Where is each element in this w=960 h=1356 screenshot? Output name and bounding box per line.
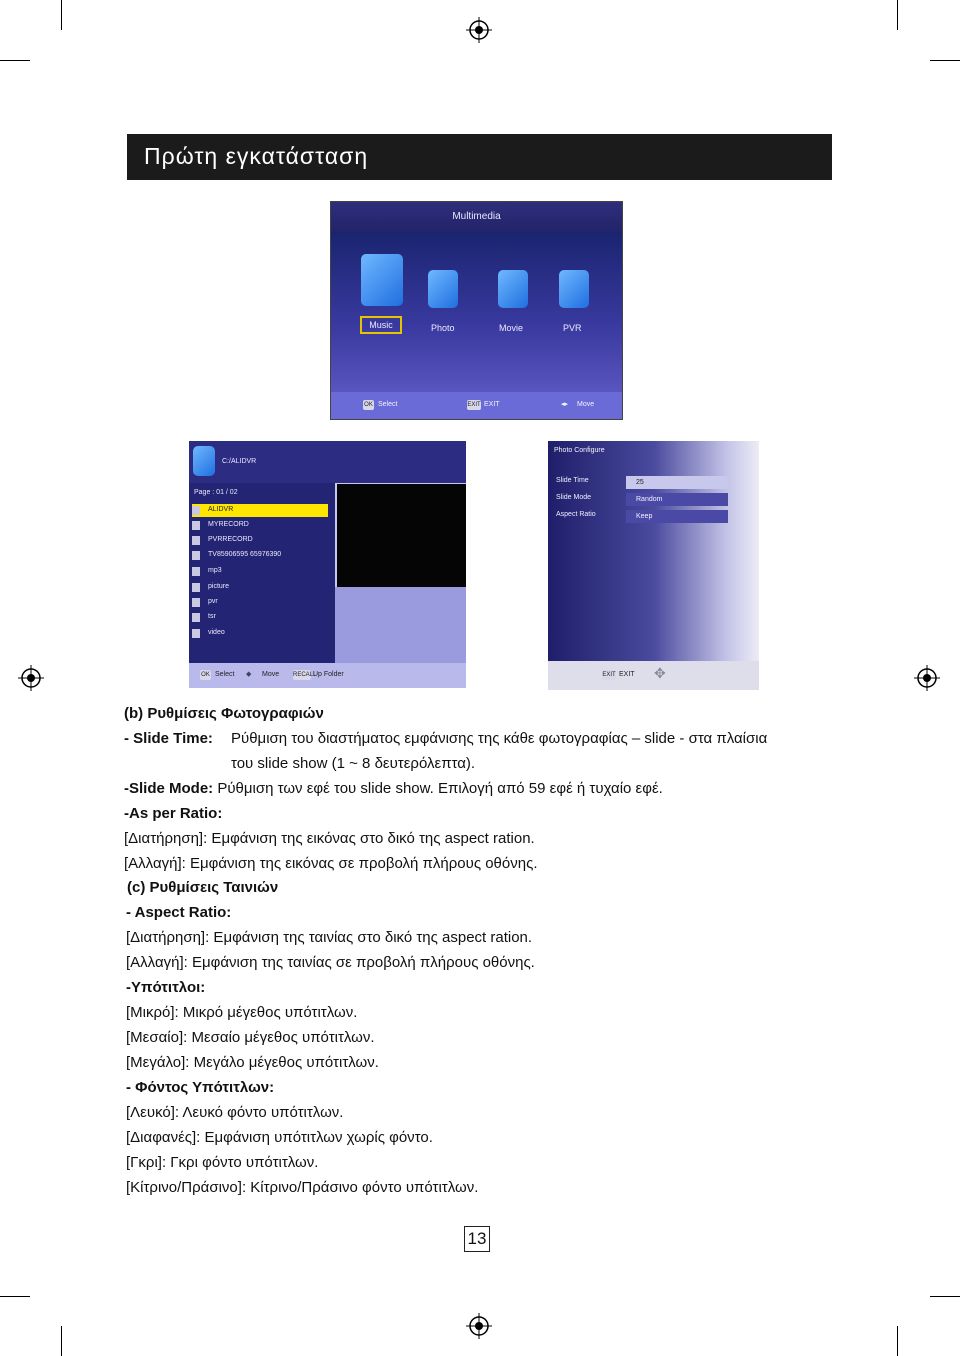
folder-icon — [192, 506, 200, 515]
slide-mode-label: Slide Mode — [556, 494, 592, 501]
slide-time-desc: Ρύθμιση του διαστήματος εμφάνισης της κάθε φωτογραφίας – slide - στα πλαίσια — [231, 730, 768, 747]
list-item[interactable]: picture — [192, 581, 328, 594]
bg-grey-desc: [Γκρι]: Γκρι φόντο υπότιτλων. — [126, 1154, 319, 1171]
photo-configure-screen — [548, 441, 759, 690]
registration-mark-icon — [18, 665, 44, 691]
subtitle-background-term: - Φόντος Υπότιτλων: — [126, 1079, 275, 1096]
folder-icon — [192, 613, 200, 622]
list-item[interactable]: tsr — [192, 611, 328, 624]
movie-aspect-ratio-term: - Aspect Ratio: — [126, 904, 232, 921]
photo-change-desc: [Αλλαγή]: Εμφάνιση της εικόνας σε προβολή πλήρους οθόνης. — [124, 855, 538, 872]
photo-configure-footer — [548, 661, 759, 690]
slide-time-desc-cont: του slide show (1 ~ 8 δευτερόλεπτα). — [231, 755, 476, 772]
menu-item-pvr[interactable]: PVR — [563, 323, 582, 333]
bg-white-desc: [Λευκό]: Λευκό φόντο υπότιτλων. — [126, 1104, 344, 1121]
slide-mode-value[interactable]: Random — [626, 493, 728, 506]
move-hint: Move — [262, 671, 280, 678]
crop-mark — [897, 1326, 898, 1356]
folder-icon — [192, 567, 200, 576]
crop-mark — [930, 1296, 960, 1297]
bg-yellow-green-desc: [Κίτρινο/Πράσινο]: Κίτρινο/Πράσινο φόντο υπότιτλων. — [126, 1179, 479, 1196]
as-per-ratio-term: -As per Ratio: — [124, 805, 223, 822]
movie-keep-desc: [Διατήρηση]: Εμφάνιση της ταινίας στο δικό της aspect ration. — [126, 929, 533, 946]
bg-transparent-desc: [Διαφανές]: Εμφάνιση υπότιτλων χωρίς φόντο. — [126, 1129, 433, 1146]
list-item[interactable]: TV85906595 65976390 — [192, 549, 328, 562]
preview-pane — [337, 484, 466, 587]
slide-mode-desc: Ρύθμιση των εφέ του slide show. Επιλογή από 59 εφέ ή τυχαίο εφέ. — [217, 780, 663, 797]
slide-time-value[interactable]: 25 — [626, 476, 728, 489]
move-arrows-icon: ◆ — [246, 671, 252, 678]
aspect-ratio-value[interactable]: Keep — [626, 510, 728, 523]
crop-mark — [0, 1296, 30, 1297]
section-c-heading: (c) Ρυθμίσεις Ταινιών — [127, 879, 279, 896]
ok-key-icon: OK — [201, 672, 210, 678]
folder-icon — [192, 598, 200, 607]
move-hint: Move — [577, 401, 595, 408]
page-number: 13 — [464, 1226, 490, 1252]
file-browser-screen — [189, 441, 466, 688]
menu-item-music[interactable]: Music — [360, 316, 402, 334]
section-title-bar — [127, 134, 832, 180]
list-item[interactable]: ALIDVR — [192, 504, 328, 517]
pvr-folder-icon[interactable] — [559, 270, 589, 308]
photo-folder-icon[interactable] — [428, 270, 458, 308]
subtitle-small-desc: [Μικρό]: Μικρό μέγεθος υπότιτλων. — [126, 1004, 358, 1021]
file-list — [189, 483, 335, 663]
movie-folder-icon[interactable] — [498, 270, 528, 308]
slide-mode-line — [124, 779, 663, 799]
navigation-arrows-icon: ✥ — [654, 665, 666, 681]
crop-mark — [0, 60, 30, 61]
multimedia-footer — [331, 392, 622, 419]
crop-mark — [930, 60, 960, 61]
folder-icon — [192, 583, 200, 592]
multimedia-screen — [330, 201, 623, 420]
file-browser-header — [189, 441, 466, 483]
crop-mark — [61, 1326, 62, 1356]
recall-key-icon: RECALL — [293, 672, 317, 678]
list-item[interactable]: pvr — [192, 596, 328, 609]
slide-time-line — [124, 729, 768, 749]
slide-time-term: - Slide Time: — [124, 730, 213, 747]
section-b-heading: (b) Ρυθμίσεις Φωτογραφιών — [124, 705, 324, 722]
menu-item-movie[interactable]: Movie — [499, 323, 524, 333]
photo-keep-desc: [Διατήρηση]: Εμφάνιση της εικόνας στο δικό της aspect ration. — [124, 830, 535, 847]
exit-key-icon: EXIT — [602, 672, 616, 678]
multimedia-title: Multimedia — [452, 211, 501, 222]
page-indicator: Page : 01 / 02 — [194, 489, 238, 496]
registration-mark-icon — [466, 17, 492, 43]
exit-hint: EXIT — [484, 401, 500, 408]
multimedia-body — [331, 232, 622, 392]
multimedia-header — [331, 202, 622, 232]
current-path: C:/ALIDVR — [222, 458, 257, 465]
page-title: Πρώτη εγκατάσταση — [144, 143, 369, 169]
slide-mode-term: -Slide Mode: — [124, 780, 214, 797]
music-folder-icon — [193, 446, 215, 476]
info-pane — [335, 587, 466, 663]
registration-mark-icon — [914, 665, 940, 691]
list-item[interactable]: PVRRECORD — [192, 534, 328, 547]
file-browser-footer — [189, 663, 466, 688]
folder-icon — [192, 536, 200, 545]
exit-hint: EXIT — [619, 671, 635, 678]
select-hint: Select — [215, 671, 235, 678]
folder-icon — [192, 629, 200, 638]
aspect-ratio-label: Aspect Ratio — [556, 511, 596, 518]
move-arrows-icon: ◂▸ — [561, 401, 569, 408]
crop-mark — [61, 0, 62, 30]
subtitles-term: -Υπότιτλοι: — [126, 979, 206, 996]
crop-mark — [897, 0, 898, 30]
list-item[interactable]: MYRECORD — [192, 519, 328, 532]
photo-configure-title: Photo Configure — [554, 447, 605, 454]
menu-item-photo[interactable]: Photo — [431, 323, 455, 333]
music-folder-icon[interactable] — [361, 254, 403, 306]
select-hint: Select — [378, 401, 398, 408]
folder-icon — [192, 521, 200, 530]
list-item[interactable]: mp3 — [192, 565, 328, 578]
folder-icon — [192, 551, 200, 560]
subtitle-large-desc: [Μεγάλο]: Μεγάλο μέγεθος υπότιτλων. — [126, 1054, 379, 1071]
exit-key-icon: EXIT — [467, 402, 481, 408]
up-folder-hint: Up Folder — [313, 671, 344, 678]
registration-mark-icon — [466, 1313, 492, 1339]
subtitle-medium-desc: [Μεσαίο]: Μεσαίο μέγεθος υπότιτλων. — [126, 1029, 375, 1046]
slide-time-label: Slide Time — [556, 477, 589, 484]
ok-key-icon: OK — [364, 402, 373, 408]
list-item[interactable]: video — [192, 627, 328, 640]
movie-change-desc: [Αλλαγή]: Εμφάνιση της ταινίας σε προβολή πλήρους οθόνης. — [126, 954, 535, 971]
